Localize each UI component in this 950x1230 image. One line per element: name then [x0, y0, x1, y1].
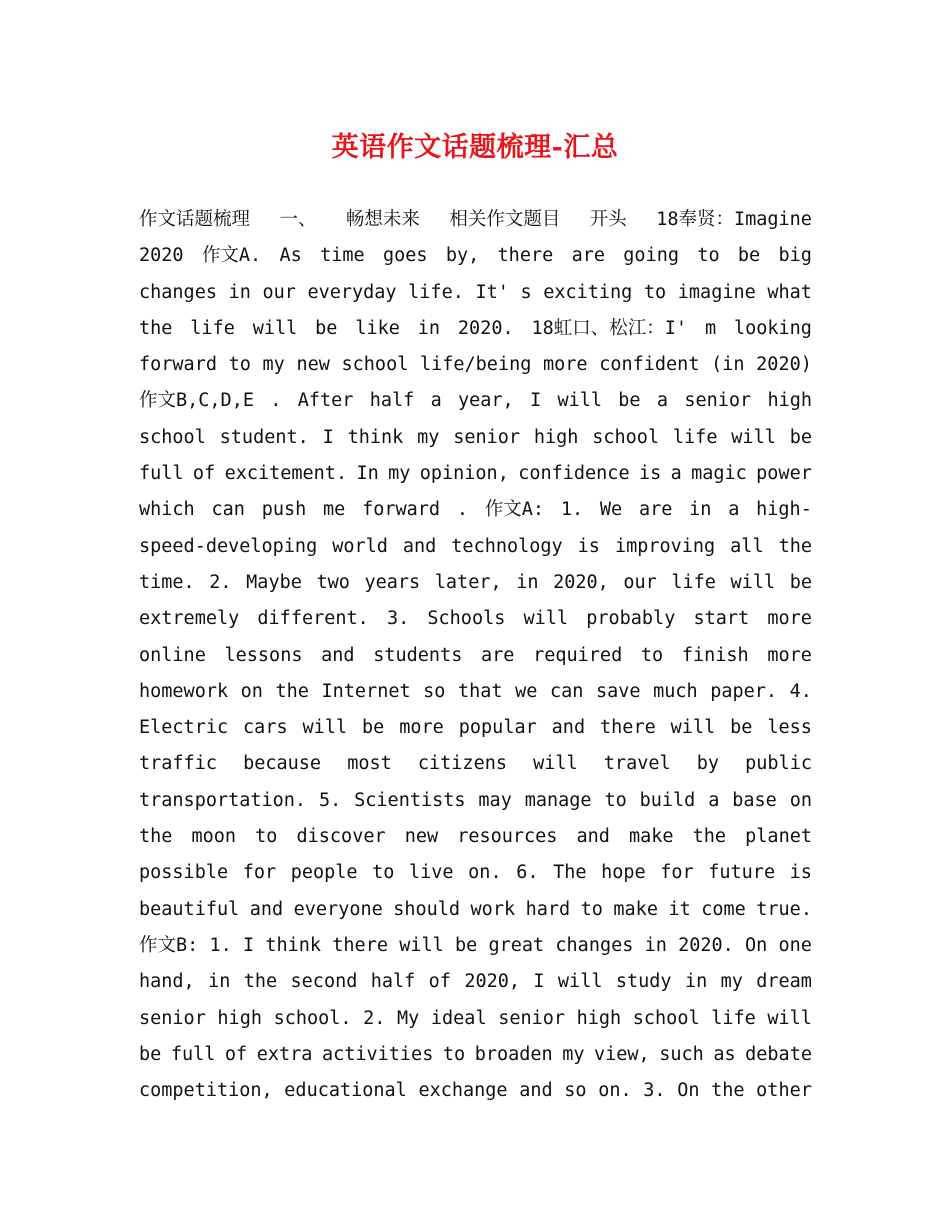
body-word: work	[470, 898, 516, 920]
body-word: will	[730, 571, 776, 593]
body-word: 2020.	[457, 317, 514, 339]
body-word: .	[456, 499, 468, 521]
body-word: 2020	[139, 245, 184, 267]
body-word: dream	[756, 971, 812, 993]
body-word: I	[533, 971, 545, 993]
body-line	[139, 202, 812, 238]
body-word: and	[519, 1080, 553, 1102]
body-word: 2020,	[553, 571, 609, 593]
body-line	[139, 964, 812, 1000]
body-word: that	[458, 680, 503, 702]
body-word: other	[756, 1080, 812, 1102]
body-word: and	[551, 717, 586, 739]
body-word: life/being	[419, 354, 532, 376]
body-word: As	[279, 245, 302, 267]
body-word: senior	[453, 426, 521, 448]
body-word: and	[249, 898, 284, 920]
body-word: it	[668, 898, 691, 920]
body-word: life	[190, 317, 235, 339]
body-word: start	[693, 608, 750, 630]
body-word: build	[639, 789, 696, 811]
body-word: finish	[681, 644, 749, 666]
body-word: can	[211, 499, 245, 521]
body-word: on	[240, 680, 263, 702]
body-word: more	[543, 354, 588, 376]
body-word: (in	[711, 354, 745, 376]
body-word: debate	[745, 1043, 812, 1065]
body-word: goes	[382, 245, 428, 267]
body-line	[139, 347, 812, 383]
body-word: are	[571, 245, 605, 267]
body-word: a	[656, 390, 669, 412]
body-line	[139, 819, 812, 855]
body-word: 作文B:	[139, 934, 199, 956]
body-word: .	[270, 390, 282, 412]
body-word: the	[243, 971, 278, 993]
body-word: so	[564, 1080, 587, 1102]
body-word: be	[789, 571, 812, 593]
body-word: make	[613, 898, 658, 920]
body-word: in	[689, 499, 712, 521]
body-word: 5.	[318, 789, 342, 811]
body-word: full	[170, 1043, 216, 1065]
body-word: our	[623, 571, 657, 593]
body-word: time	[320, 245, 365, 267]
body-line	[139, 275, 812, 311]
body-word: opinion,	[419, 463, 509, 485]
body-word: be	[454, 934, 478, 956]
body-word: 作文A:	[484, 499, 545, 521]
body-word: big	[778, 245, 812, 267]
body-line	[139, 783, 812, 819]
body-word: be	[737, 245, 761, 267]
body-word: second	[290, 971, 358, 993]
body-word: school	[592, 426, 660, 448]
body-word: 相关作文题目	[449, 209, 561, 230]
body-word: may	[478, 789, 512, 811]
body-word: is	[789, 862, 812, 884]
body-word: changes	[555, 934, 634, 956]
body-word: and	[576, 826, 610, 848]
body-word: 6.	[516, 862, 539, 884]
body-word: After	[297, 390, 354, 412]
body-word: homework	[139, 680, 229, 702]
body-word: for	[660, 862, 694, 884]
body-word: 2.	[363, 1007, 386, 1029]
body-word: my	[562, 1043, 585, 1065]
body-word: hard	[525, 898, 571, 920]
body-word: moon	[191, 826, 237, 848]
body-word: a	[728, 499, 740, 521]
body-word: two	[316, 571, 350, 593]
body-word: broaden	[474, 1043, 553, 1065]
body-word: my	[262, 354, 285, 376]
body-word: high	[576, 1007, 622, 1029]
body-word: manage	[524, 789, 592, 811]
body-word: full	[139, 463, 184, 485]
body-word: competition,	[139, 1080, 273, 1102]
body-word: student.	[219, 426, 309, 448]
body-word: save	[595, 680, 641, 702]
body-line	[139, 420, 812, 456]
body-word: should	[393, 898, 461, 920]
body-word: there	[600, 717, 656, 739]
body-word: high	[767, 390, 812, 412]
document-title: 英语作文话题梳理-汇总	[331, 132, 619, 163]
body-word: to	[580, 898, 603, 920]
body-word: s	[520, 281, 532, 303]
body-word: possible	[139, 862, 229, 884]
body-word: will	[731, 426, 776, 448]
body-word: what	[767, 281, 812, 303]
body-word: hope	[601, 862, 646, 884]
body-line	[139, 892, 812, 928]
body-word: to	[442, 1043, 466, 1065]
body-word: power	[756, 463, 812, 485]
body-word: Electric	[139, 717, 229, 739]
body-word: 2020,	[464, 971, 521, 993]
body-word: will	[670, 717, 716, 739]
body-word: the	[778, 535, 812, 557]
body-word: forward	[362, 499, 441, 521]
body-word: changes	[139, 281, 217, 303]
body-line	[139, 565, 812, 601]
body-word: traffic	[139, 753, 217, 775]
body-word: forward	[139, 354, 217, 376]
body-word: Internet	[321, 680, 411, 702]
body-word: Schools	[427, 608, 506, 630]
body-word: different.	[257, 608, 369, 630]
body-line	[139, 492, 812, 528]
body-word: year,	[458, 390, 514, 412]
body-word: in	[228, 281, 251, 303]
body-word: great	[488, 934, 545, 956]
body-word: online	[139, 644, 206, 666]
body-word: be	[789, 426, 812, 448]
body-word: 3.	[386, 608, 410, 630]
body-word: years	[364, 571, 421, 593]
body-word: in	[644, 934, 667, 956]
body-word: by,	[445, 245, 480, 267]
body-word: I	[243, 934, 255, 956]
body-word: and	[402, 535, 437, 557]
body-word: senior	[139, 1007, 206, 1029]
body-word: extremely	[139, 608, 240, 630]
body-word: so	[423, 680, 446, 702]
body-word: half	[370, 971, 416, 993]
body-word: going	[623, 245, 679, 267]
body-word: I	[322, 426, 334, 448]
body-word: technology	[451, 535, 563, 557]
body-word: such	[659, 1043, 704, 1065]
body-line	[139, 1073, 812, 1109]
body-word: m	[704, 317, 717, 339]
body-word: planet	[745, 826, 812, 848]
body-word: senior	[684, 390, 752, 412]
body-word: 作文B,C,D,E	[139, 390, 254, 412]
body-word: life.	[408, 281, 464, 303]
body-line	[139, 674, 812, 710]
body-word: more	[399, 717, 444, 739]
body-word: My	[397, 1007, 420, 1029]
body-word: life	[672, 426, 718, 448]
body-word: to	[372, 862, 395, 884]
body-word: confidence	[518, 463, 630, 485]
body-word: life	[711, 1007, 756, 1029]
body-word: think	[347, 426, 404, 448]
body-word: time.	[139, 571, 195, 593]
body-word: It'	[475, 281, 509, 303]
body-word: activities	[321, 1043, 434, 1065]
body-word: ideal	[430, 1007, 487, 1029]
body-word: travel	[603, 753, 671, 775]
body-line	[139, 746, 812, 782]
body-word: senior	[498, 1007, 566, 1029]
body-word: view,	[594, 1043, 650, 1065]
body-line	[139, 311, 812, 347]
body-word: think	[265, 934, 322, 956]
body-word: my	[388, 463, 411, 485]
body-word: Scientists	[354, 789, 466, 811]
body-word: base	[732, 789, 777, 811]
body-line	[139, 601, 812, 637]
body-line	[139, 529, 812, 565]
body-word: will	[252, 317, 298, 339]
body-word: true.	[756, 898, 812, 920]
body-word: paper.	[710, 680, 778, 702]
body-word: hand,	[139, 971, 195, 993]
body-word: discover	[296, 826, 386, 848]
body-word: by	[696, 753, 720, 775]
body-word: in	[208, 971, 231, 993]
body-word: Maybe	[246, 571, 302, 593]
body-word: resources	[457, 826, 558, 848]
body-word: I	[530, 390, 542, 412]
body-word: later,	[434, 571, 502, 593]
body-word: more	[767, 644, 812, 666]
body-word: everyone	[293, 898, 383, 920]
body-word: school	[632, 1007, 700, 1029]
body-word: be	[730, 717, 753, 739]
body-line	[139, 238, 812, 274]
body-word: of	[192, 463, 216, 485]
body-word: are	[638, 499, 673, 521]
body-word: On	[677, 1080, 700, 1102]
body-word: of	[224, 1043, 248, 1065]
body-word: On	[745, 934, 768, 956]
body-word: speed-developing	[139, 535, 318, 557]
body-word: life	[671, 571, 716, 593]
body-word: in	[684, 971, 708, 993]
body-word: will	[302, 717, 348, 739]
body-word: like	[355, 317, 400, 339]
body-word: there	[497, 245, 554, 267]
body-word: 一、	[279, 209, 317, 230]
body-word: 3.	[643, 1080, 666, 1102]
body-word: one	[778, 934, 812, 956]
body-word: on.	[598, 1080, 632, 1102]
body-word: We	[599, 499, 623, 521]
body-word: can	[549, 680, 584, 702]
body-word: we	[515, 680, 538, 702]
body-word: come	[701, 898, 746, 920]
body-word: the	[711, 1080, 745, 1102]
body-word: excitement.	[224, 463, 348, 485]
body-word: in	[417, 317, 441, 339]
body-word: high-	[756, 499, 812, 521]
body-word: most	[347, 753, 392, 775]
body-word: be	[139, 1043, 162, 1065]
body-word: exchange	[418, 1080, 508, 1102]
body-word: citizens	[417, 753, 507, 775]
body-word: for	[242, 862, 277, 884]
body-word: improving	[614, 535, 716, 557]
body-word: will	[399, 934, 444, 956]
body-word: high	[217, 1007, 262, 1029]
body-word: imagine	[677, 281, 756, 303]
body-word: school	[341, 354, 409, 376]
body-word: will	[557, 390, 602, 412]
document-body	[139, 202, 812, 1109]
body-word: be	[315, 317, 338, 339]
body-word: in	[516, 571, 539, 593]
body-word: be	[362, 717, 385, 739]
body-word: much	[653, 680, 698, 702]
body-word: transportation.	[139, 789, 307, 811]
body-word: public	[745, 753, 812, 775]
body-line	[139, 638, 812, 674]
body-line	[139, 1001, 812, 1037]
body-word: as	[713, 1043, 736, 1065]
body-word: the	[275, 680, 309, 702]
body-word: cars	[243, 717, 288, 739]
body-word: 2020.	[678, 934, 734, 956]
body-word: extra	[256, 1043, 313, 1065]
body-word: 畅想未来	[345, 209, 420, 230]
body-word: 18虹口、松江：I'	[531, 317, 688, 339]
body-word: beautiful	[139, 898, 240, 920]
body-word: of	[428, 971, 451, 993]
body-word: 2.	[209, 571, 232, 593]
body-word: the	[139, 317, 173, 339]
body-word: required	[533, 644, 623, 666]
body-line	[139, 1037, 812, 1073]
body-line	[139, 710, 812, 746]
body-word: to	[697, 245, 720, 267]
body-word: my	[720, 971, 743, 993]
body-word: to	[228, 354, 251, 376]
body-word: more	[767, 608, 812, 630]
body-word: 1.	[209, 934, 232, 956]
body-line	[139, 383, 812, 419]
body-word: 作文A.	[201, 245, 262, 267]
body-word: will	[767, 1007, 812, 1029]
body-line	[139, 855, 812, 891]
body-word: me	[323, 499, 346, 521]
body-word: 18奉贤：Imagine	[656, 209, 812, 230]
body-word: to	[604, 789, 627, 811]
body-word: and	[321, 644, 355, 666]
body-word: study	[615, 971, 672, 993]
body-word: half	[369, 390, 415, 412]
body-word: school.	[273, 1007, 352, 1029]
body-word: a	[708, 789, 720, 811]
body-word: 1.	[560, 499, 584, 521]
body-word: new	[296, 354, 330, 376]
body-word: on	[789, 789, 812, 811]
body-word: In	[356, 463, 379, 485]
body-word: lessons	[224, 644, 303, 666]
body-word: people	[290, 862, 358, 884]
body-word: exciting	[543, 281, 633, 303]
body-word: students	[373, 644, 463, 666]
body-word: educational	[284, 1080, 407, 1102]
body-word: is	[638, 463, 662, 485]
body-word: live	[409, 862, 454, 884]
body-word: the	[692, 826, 727, 848]
body-word: be	[618, 390, 641, 412]
body-word: 开头	[589, 209, 627, 230]
body-word: looking	[733, 317, 812, 339]
body-word: my	[417, 426, 440, 448]
body-word: everyday	[307, 281, 397, 303]
body-word: The	[553, 862, 587, 884]
body-word: is	[577, 535, 600, 557]
body-line	[139, 928, 812, 964]
body-word: to	[640, 644, 664, 666]
body-word: world	[332, 535, 388, 557]
body-word: a	[670, 463, 682, 485]
body-word: magic	[691, 463, 747, 485]
body-word: to	[255, 826, 278, 848]
body-word: all	[730, 535, 764, 557]
body-word: new	[404, 826, 439, 848]
body-word: because	[243, 753, 322, 775]
body-word: less	[767, 717, 812, 739]
body-word: the	[139, 826, 173, 848]
body-word: 4.	[789, 680, 812, 702]
body-word: there	[332, 934, 388, 956]
body-word: make	[629, 826, 674, 848]
body-word: future	[708, 862, 776, 884]
body-word: 2020)	[756, 354, 812, 376]
body-word: probably	[586, 608, 676, 630]
body-word: on.	[468, 862, 502, 884]
body-word: are	[481, 644, 515, 666]
body-line	[139, 456, 812, 492]
body-word: to	[643, 281, 667, 303]
body-word: will	[557, 971, 603, 993]
body-word: which	[139, 499, 195, 521]
body-word: popular	[458, 717, 537, 739]
body-word: high	[533, 426, 579, 448]
body-word: school	[139, 426, 206, 448]
body-word: will	[533, 753, 578, 775]
body-word: our	[262, 281, 296, 303]
body-word: 作文话题梳理	[139, 209, 251, 230]
body-word: will	[523, 608, 569, 630]
body-word: confident	[599, 354, 700, 376]
body-word: push	[261, 499, 307, 521]
body-word: a	[430, 390, 442, 412]
